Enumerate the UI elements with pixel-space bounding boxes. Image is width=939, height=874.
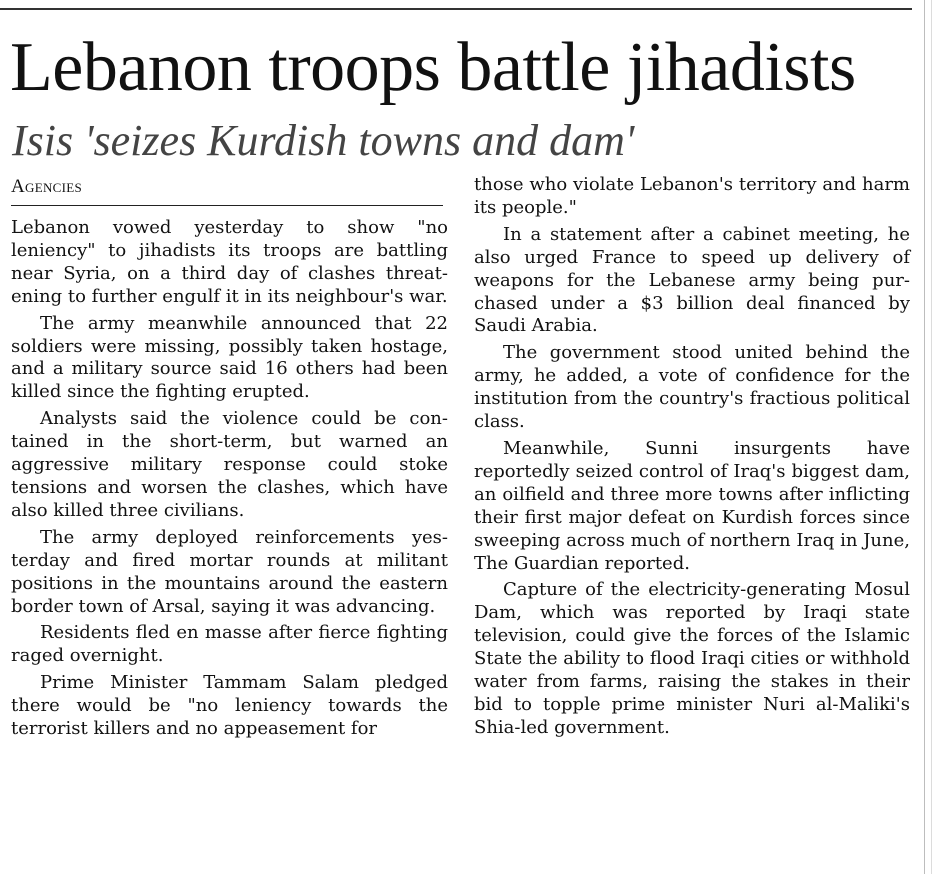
paragraph-5: Residents fled en masse after fierce fighting raged overnight.	[11, 622, 448, 667]
byline-rule	[11, 205, 443, 206]
paragraph-8: The government stood united behind the army, he added, a vote of confidence for the institution from the country's fractious political class.	[474, 342, 910, 433]
paragraph-6: Prime Minister Tammam Salam pledged there would be "no leniency towards the terrorist killers and no appeasement for	[11, 672, 448, 740]
paragraph-3: Analysts said the violence could be contained in the short-term, but warned an aggressive military response could stoke tensions and worsen the clashes, which have also killed three civilians.	[11, 408, 448, 521]
right-column	[474, 174, 910, 744]
subheadline: Isis 'seizes Kurdish towns and dam'	[12, 116, 635, 165]
page-edge-rule	[924, 0, 925, 874]
left-column	[11, 217, 448, 745]
paragraph-4: The army deployed reinforcements yesterday and fired mortar rounds at militant positions in the mountains around the eastern border town of Arsal, saying it was advancing.	[11, 526, 448, 617]
byline: Agencies	[11, 176, 83, 197]
top-rule	[0, 8, 912, 10]
paragraph-2: The army meanwhile announced that 22 soldiers were missing, possibly taken hostage, and a military source said 16 others had been killed since the fighting erupted.	[11, 312, 448, 403]
paragraph-continuation: those who violate Lebanon's territory and harm its people."	[474, 174, 910, 218]
page-edge-rule-outer	[931, 0, 932, 874]
paragraph-9: Meanwhile, Sunni insurgents have reportedly seized control of Iraq's biggest dam, an oilfield and three more towns after inflicting their first major defeat on Kurdish forces since sweeping across much of northern Iraq in June, The Guardian reported.	[474, 437, 910, 574]
paragraph-1: Lebanon vowed yesterday to show "no leniency" to jihadists its troops are battling near Syria, on a third day of clashes threatening to further engulf it in its neighbour's war.	[11, 217, 448, 307]
paragraph-10: Capture of the electricity-generating Mosul Dam, which was reported by Iraqi state television, could give the forces of the Islamic State the ability to flood Iraqi cities or withhold water from farms, raising the stakes in their bid to topple prime minister Nuri al-Maliki's Shia-led government.	[474, 579, 910, 738]
paragraph-7: In a statement after a cabinet meeting, he also urged France to speed up delivery of weapons for the Lebanese army being purchased under a $3 billion deal financed by Saudi Arabia.	[474, 223, 910, 337]
headline: Lebanon troops battle jihadists	[10, 29, 856, 106]
